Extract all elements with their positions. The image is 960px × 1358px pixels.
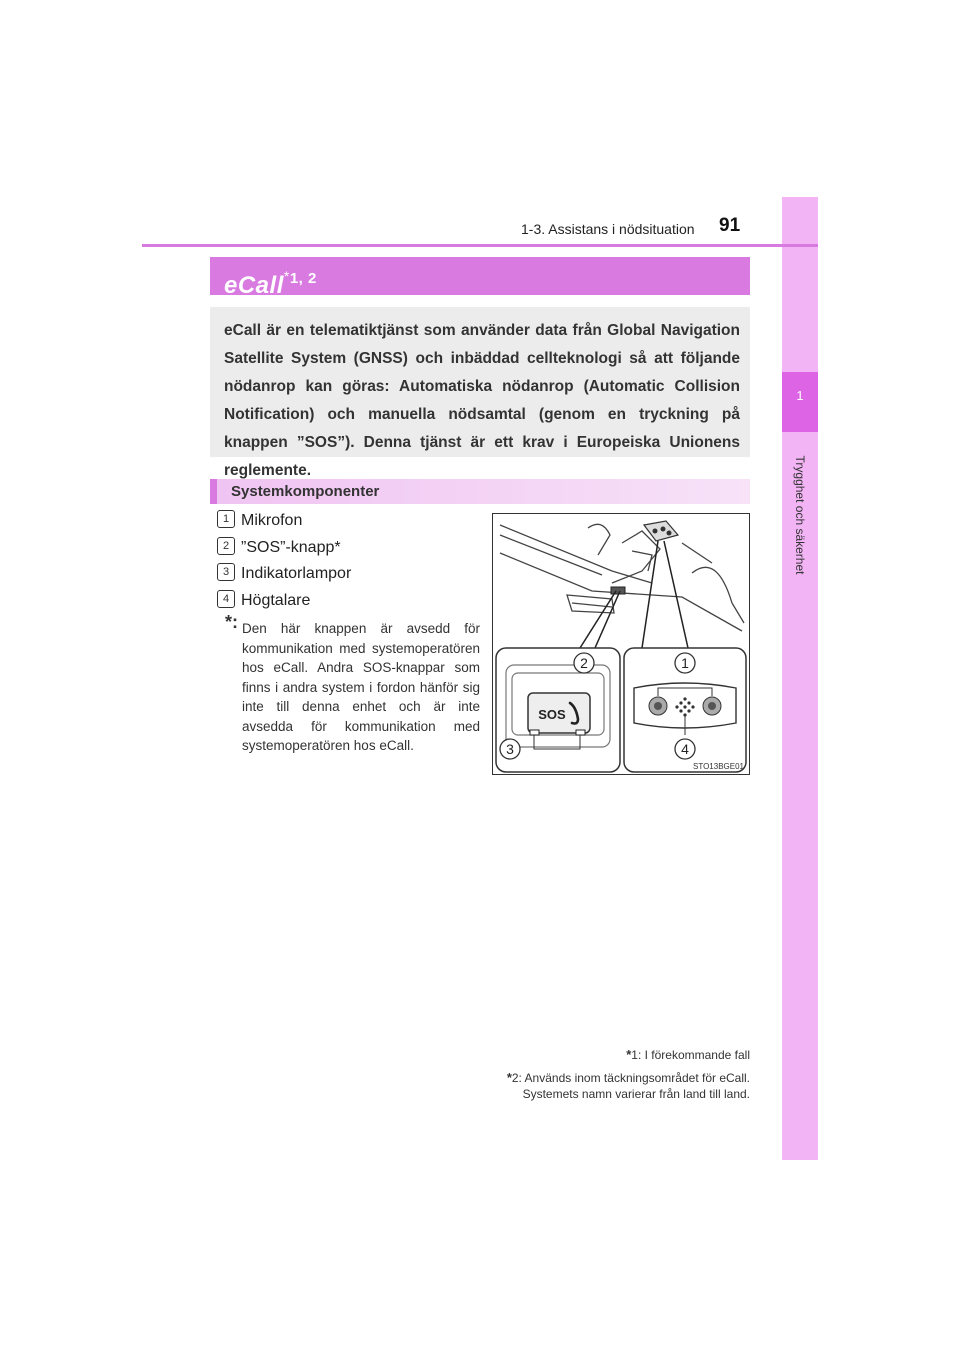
chapter-number: 1	[796, 388, 804, 403]
callout-1	[675, 653, 695, 673]
svg-text:2: 2	[580, 655, 588, 671]
svg-text:1: 1	[681, 655, 689, 671]
sos-button-small	[611, 587, 625, 594]
list-item	[217, 537, 341, 557]
title-text: eCall	[224, 272, 284, 299]
title-star: *	[283, 268, 290, 284]
svg-text:3: 3	[506, 741, 514, 757]
number-badge: 4	[217, 590, 235, 608]
footnote-text: 2: Används inom täckningsområdet för eCall.	[511, 1071, 750, 1085]
number-badge: 3	[217, 563, 235, 581]
list-item	[217, 563, 351, 583]
ecall-illustration	[492, 513, 750, 775]
header-section-title: 1-3. Assistans i nödsituation	[521, 221, 695, 237]
indicator-lamp	[576, 730, 585, 735]
footnote-marker: *:	[225, 612, 238, 632]
callout-2	[574, 653, 594, 673]
illustration-code: STO13BGE01	[693, 762, 744, 771]
sos-button-label: SOS	[538, 707, 566, 722]
page-title	[224, 268, 317, 299]
component-label: Högtalare	[241, 592, 311, 609]
title-bar	[210, 257, 750, 299]
component-label: ”SOS”-knapp*	[241, 539, 341, 556]
footnote-marker: *	[506, 1070, 512, 1085]
component-label: Indikatorlampor	[241, 565, 352, 582]
page-number: 91	[719, 215, 741, 236]
title-superscript: 1, 2	[289, 270, 317, 287]
svg-text:4: 4	[681, 741, 689, 757]
illustration-svg	[492, 513, 750, 775]
number-badge: 2	[217, 537, 235, 555]
list-item	[217, 510, 302, 530]
header-rule	[142, 244, 818, 247]
indicator-lamp	[530, 730, 539, 735]
section-heading: Systemkomponenter	[210, 479, 750, 504]
intro-box	[210, 307, 750, 479]
number-badge: 1	[217, 510, 235, 528]
intro-text: eCall är en telematiktjänst som använder data från Global Navigation Satellite System (GNSS) och inbäddad cellteknologi så att följande nödanrop kan göras: Automatiska nödanrop (Automatic Collision Notification) och manuella nödsamtal (genom en tryckning på knappen ”SOS”). Denna tjänst är ett krav i Europeiska Unionens reglemente.	[224, 322, 740, 479]
callout-4	[675, 739, 695, 759]
footnote-text: Systemets namn varierar från land till land.	[522, 1087, 750, 1101]
chapter-label: Trygghet och säkerhet	[793, 455, 807, 575]
page-footnote	[523, 1086, 750, 1102]
component-label: Mikrofon	[241, 512, 303, 529]
page-footnote	[507, 1070, 750, 1086]
list-item	[217, 590, 310, 610]
footnote-text: Den här knappen är avsedd för kommunikation med systemoperatören hos eCall. Andra SOS-knappar som finns i andra system i fordon hänför sig inte till denna enhet och är inte avsedda för kommunikation med systemoperatören hos eCall.	[242, 621, 480, 753]
footnote-text: 1: I förekommande fall	[631, 1048, 750, 1062]
footnote-marker: *	[626, 1047, 632, 1062]
callout-3	[500, 739, 520, 759]
chapter-tab	[782, 197, 818, 1160]
page-footnote	[626, 1047, 750, 1063]
